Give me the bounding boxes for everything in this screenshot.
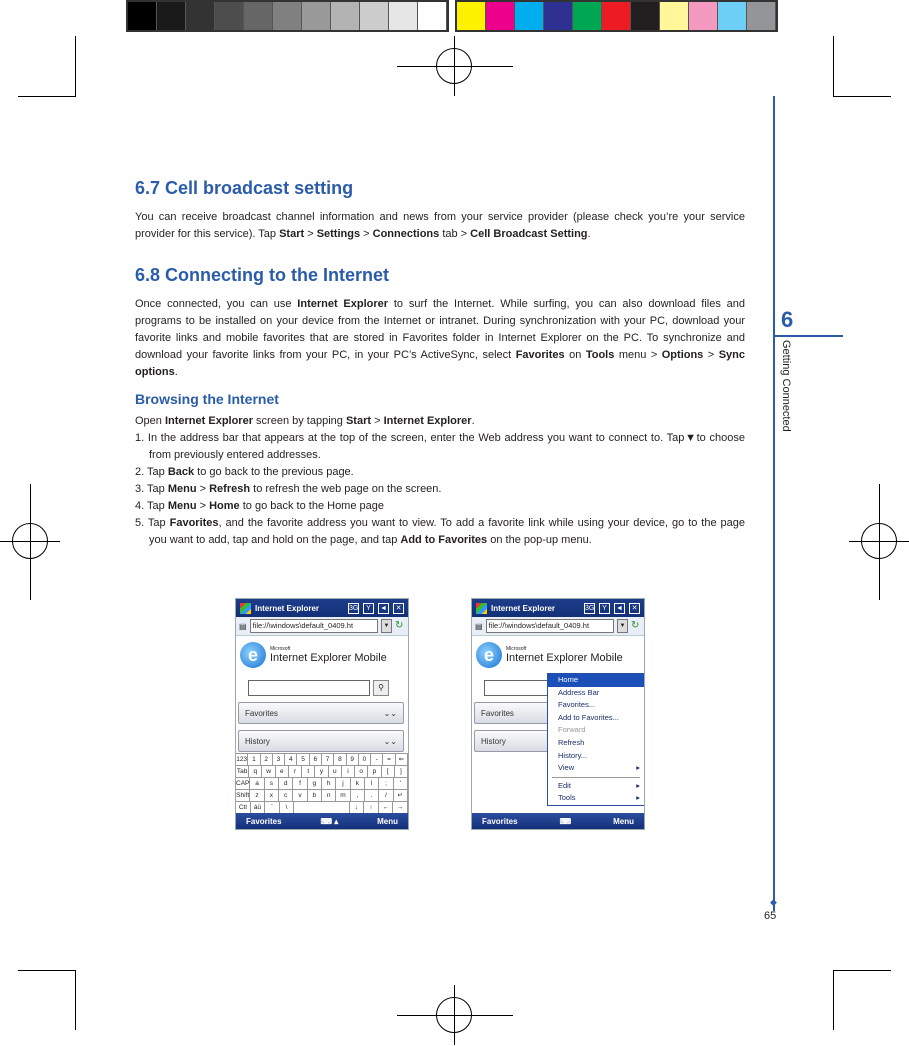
list-item: 5. Tap Favorites, and the favorite address you want to view. To add a favorite link while using your device, go to the page you want to add, tap and hold on the page, and tap Add to Favorites on the pop-up menu. xyxy=(135,517,746,546)
chevron-double-down-icon: ⌄⌄ xyxy=(383,708,397,718)
menu-item-edit[interactable]: Edit ▸ xyxy=(548,780,644,793)
color-swatch xyxy=(389,2,418,30)
crop-mark xyxy=(18,96,76,97)
keyboard-key[interactable]: CAP xyxy=(236,780,250,787)
browsing-subtitle: Browsing the Internet xyxy=(135,391,279,407)
color-swatch xyxy=(418,2,447,30)
keyboard-key[interactable]: r xyxy=(289,766,302,777)
keyboard-key[interactable]: c xyxy=(279,790,293,801)
list-item: 3. Tap Menu > Refresh to refresh the web page on the screen. xyxy=(135,483,442,495)
microsoft-label: Microsoft xyxy=(506,646,527,652)
browsing-intro: Open Internet Explorer screen by tapping Start > Internet Explorer. xyxy=(135,415,475,427)
keyboard-key[interactable]: 1 xyxy=(248,754,260,765)
keyboard-key[interactable]: = xyxy=(383,754,395,765)
section-title-6-8: 6.8 Connecting to the Internet xyxy=(135,265,390,285)
title-bar xyxy=(472,599,644,617)
keyboard-row xyxy=(236,753,408,765)
keyboard-key[interactable]: m xyxy=(336,790,350,801)
keyboard-key[interactable]: e xyxy=(276,766,289,777)
color-swatch xyxy=(718,2,747,30)
keyboard-key[interactable]: o xyxy=(355,766,368,777)
chevron-double-down-icon: ⌄⌄ xyxy=(383,736,397,746)
left-softkey[interactable]: Favorites xyxy=(246,816,282,826)
menu-item-history[interactable]: History... xyxy=(558,750,588,760)
keyboard-key[interactable]: Shift xyxy=(236,792,250,799)
color-swatch xyxy=(689,2,718,30)
keyboard-key[interactable]: k xyxy=(351,778,365,789)
menu-separator xyxy=(552,777,640,778)
address-input[interactable]: file://\windows\default_0409.ht xyxy=(486,619,614,633)
crop-mark xyxy=(75,970,76,1030)
chevron-down-icon[interactable]: ▼ xyxy=(381,619,392,633)
microsoft-label: Microsoft xyxy=(270,646,291,652)
keyboard-key[interactable]: v xyxy=(293,790,307,801)
list-item: 4. Tap Menu > Home to go back to the Home page xyxy=(135,500,384,512)
history-label: History xyxy=(481,736,506,746)
app-title: Internet Explorer xyxy=(491,603,556,613)
keyboard-key[interactable]: j xyxy=(336,778,350,789)
history-bar[interactable] xyxy=(238,730,404,752)
go-icon[interactable]: ↻ xyxy=(395,620,404,631)
keyboard-key[interactable]: 8 xyxy=(334,754,346,765)
address-input[interactable]: file://\windows\default_0409.ht xyxy=(250,619,378,633)
close-icon[interactable]: ✕ xyxy=(629,603,640,614)
section-6-7-paragraph: You can receive broadcast channel information and news from your service provider (please check you’re your service provider for this service). Tap Start > Settings > Connections tab > Cell Broadcast Setting. xyxy=(135,211,745,240)
page-content xyxy=(135,178,745,549)
keyboard-key[interactable]: 7 xyxy=(322,754,334,765)
keyboard-key[interactable]: q xyxy=(249,766,262,777)
keyboard-key[interactable]: ` xyxy=(265,802,280,813)
keyboard-key[interactable]: z xyxy=(250,790,264,801)
crop-mark xyxy=(833,970,834,1030)
search-row xyxy=(248,680,408,696)
list-item: 2. Tap Back to go back to the previous page. xyxy=(135,466,354,478)
crop-mark xyxy=(18,970,76,971)
keyboard-key[interactable]: x xyxy=(265,790,279,801)
menu-item-forward: Forward xyxy=(558,725,586,735)
keyboard-row xyxy=(236,789,408,801)
keyboard-key[interactable]: a xyxy=(250,778,264,789)
left-softkey[interactable]: Favorites xyxy=(482,816,518,826)
screenshot-keyboard xyxy=(235,598,409,830)
keyboard-key[interactable]: ⇐ xyxy=(396,754,408,765)
keyboard-key[interactable]: 3 xyxy=(273,754,285,765)
print-color-bar xyxy=(126,0,778,32)
color-swatch xyxy=(186,2,215,30)
keyboard-key[interactable] xyxy=(294,802,349,813)
app-title: Internet Explorer xyxy=(255,603,320,613)
color-swatch xyxy=(544,2,573,30)
keyboard-key[interactable]: 6 xyxy=(310,754,322,765)
crop-mark xyxy=(75,36,76,96)
grayscale-swatches xyxy=(126,0,449,32)
favorites-label: Favorites xyxy=(245,708,278,718)
page-icon: ▤ xyxy=(475,621,483,631)
address-bar xyxy=(472,617,644,636)
color-swatch xyxy=(273,2,302,30)
color-swatch xyxy=(128,2,157,30)
windows-flag-icon[interactable] xyxy=(476,603,487,614)
keyboard-key[interactable]: u xyxy=(329,766,342,777)
title-bar xyxy=(236,599,408,617)
keyboard-key[interactable]: f xyxy=(293,778,307,789)
keyboard-key[interactable]: p xyxy=(368,766,381,777)
keyboard-key[interactable]: → xyxy=(393,802,408,813)
keyboard-key[interactable]: y xyxy=(315,766,328,777)
keyboard-key[interactable]: g xyxy=(308,778,322,789)
keyboard-key[interactable]: i xyxy=(342,766,355,777)
menu-item-refresh[interactable]: Refresh xyxy=(558,737,585,747)
keyboard-key[interactable]: w xyxy=(262,766,275,777)
registration-circle xyxy=(861,523,897,559)
color-swatch xyxy=(331,2,360,30)
color-swatch xyxy=(244,2,273,30)
keyboard-icon[interactable]: ⌨ ▴ xyxy=(320,816,339,826)
menu-item-add-to-favorites[interactable]: Add to Favorites... xyxy=(558,712,619,722)
keyboard-key[interactable]: ; xyxy=(379,778,393,789)
volume-icon[interactable]: ◄ xyxy=(378,603,389,614)
menu-item-favorites[interactable]: Favorites... xyxy=(558,700,596,710)
menu-item-address-bar[interactable]: Address Bar xyxy=(558,687,600,697)
keyboard-key[interactable]: l xyxy=(365,778,379,789)
chapter-rule xyxy=(773,335,843,337)
3g-icon: 3G xyxy=(349,604,359,612)
signal-icon: Y xyxy=(599,603,610,614)
keyboard-key[interactable]: , xyxy=(351,790,365,801)
color-swatch xyxy=(631,2,660,30)
keyboard-row xyxy=(236,801,408,813)
favorites-label: Favorites xyxy=(481,708,514,718)
menu-item-home[interactable]: Home xyxy=(548,674,644,687)
keyboard-row xyxy=(236,765,408,777)
page-number: 65 xyxy=(764,910,777,922)
list-item: 1. In the address bar that appears at the top of the screen, enter the Web address you want to connect to. Tap▼to choose from previously entered addresses. xyxy=(135,432,745,461)
color-swatch xyxy=(457,2,486,30)
keyboard-key[interactable]: Ctl xyxy=(236,802,251,813)
popup-menu xyxy=(547,673,645,806)
color-swatch xyxy=(660,2,689,30)
keyboard-key[interactable]: ↓ xyxy=(350,802,365,813)
color-swatch xyxy=(157,2,186,30)
keyboard-key[interactable]: 0 xyxy=(359,754,371,765)
section-6-8-paragraph: Once connected, you can use Internet Explorer to surf the Internet. While surfing, you can also download files and programs to be installed on your device from the Internet or intranet. During synchronization with your PC, download your favorite links and mobile favorites that are stored in Favorites folder in Internet Explorer on the PC. To synchronize and download your favorite links from your PC, in your PC’s ActiveSync, select Favorites on Tools menu > Options > Sync options. xyxy=(135,298,746,378)
favorites-bar[interactable] xyxy=(238,702,404,724)
search-input[interactable] xyxy=(248,680,370,696)
keyboard-key[interactable]: h xyxy=(322,778,336,789)
keyboard-key[interactable]: ' xyxy=(394,778,408,789)
keyboard-key[interactable]: ← xyxy=(379,802,394,813)
keyboard-key[interactable]: t xyxy=(302,766,315,777)
color-swatch xyxy=(486,2,515,30)
keyboard-key[interactable]: Tab xyxy=(236,768,248,775)
keyboard-key[interactable]: áü xyxy=(251,802,266,813)
menu-item-view[interactable]: View ▸ xyxy=(548,762,644,775)
registration-circle xyxy=(436,997,472,1033)
color-swatch xyxy=(215,2,244,30)
keyboard-key[interactable]: ↑ xyxy=(364,802,379,813)
soft-key-bar xyxy=(236,813,408,829)
color-swatch xyxy=(515,2,544,30)
chapter-number: 6 xyxy=(781,307,794,332)
history-label: History xyxy=(245,736,270,746)
page-icon: ▤ xyxy=(239,621,247,631)
address-bar xyxy=(236,617,408,636)
logo-text: Internet Explorer Mobile xyxy=(506,652,623,664)
keyboard-key[interactable]: s xyxy=(265,778,279,789)
signal-icon: Y xyxy=(363,603,374,614)
keyboard-icon[interactable]: ⌨ xyxy=(559,816,572,826)
windows-flag-icon[interactable] xyxy=(240,603,251,614)
keyboard-key[interactable]: 4 xyxy=(285,754,297,765)
right-softkey[interactable]: Menu xyxy=(377,816,398,826)
keyboard-key[interactable]: ↵ xyxy=(394,790,408,801)
volume-icon[interactable]: ◄ xyxy=(614,603,625,614)
keyboard-key[interactable]: [ xyxy=(382,766,395,777)
keyboard-key[interactable]: b xyxy=(308,790,322,801)
color-swatches xyxy=(455,0,778,32)
logo-text: Internet Explorer Mobile xyxy=(270,652,387,664)
crop-mark xyxy=(833,96,891,97)
section-title-6-7: 6.7 Cell broadcast setting xyxy=(135,178,354,198)
keyboard-key[interactable]: \ xyxy=(280,802,295,813)
crop-mark xyxy=(833,970,891,971)
keyboard-key[interactable]: / xyxy=(379,790,393,801)
keyboard-key[interactable]: 9 xyxy=(347,754,359,765)
color-swatch xyxy=(747,2,776,30)
menu-item-tools[interactable]: Tools ▸ xyxy=(548,792,644,805)
ie-e-icon: e xyxy=(240,642,266,668)
browsing-steps xyxy=(135,430,745,549)
keyboard-key[interactable]: - xyxy=(371,754,383,765)
color-swatch xyxy=(573,2,602,30)
keyboard-key[interactable]: 2 xyxy=(261,754,273,765)
go-icon[interactable]: ↻ xyxy=(631,620,640,631)
soft-keyboard xyxy=(236,753,408,813)
keyboard-key[interactable]: d xyxy=(279,778,293,789)
keyboard-key[interactable]: 5 xyxy=(297,754,309,765)
color-swatch xyxy=(602,2,631,30)
close-icon[interactable]: ✕ xyxy=(393,603,404,614)
search-icon[interactable]: ⚲ xyxy=(373,680,389,696)
keyboard-key[interactable]: ] xyxy=(395,766,408,777)
color-swatch xyxy=(360,2,389,30)
diamond-icon: ◆ xyxy=(770,897,777,907)
ie-logo xyxy=(472,636,644,668)
keyboard-key[interactable]: . xyxy=(365,790,379,801)
ie-logo xyxy=(236,636,408,668)
keyboard-row xyxy=(236,777,408,789)
registration-circle xyxy=(12,523,48,559)
crop-mark xyxy=(833,36,834,96)
keyboard-key[interactable]: 123 xyxy=(236,756,248,763)
keyboard-key[interactable]: n xyxy=(322,790,336,801)
chapter-title: Getting Connected xyxy=(780,340,792,432)
right-softkey[interactable]: Menu xyxy=(613,816,634,826)
side-rule xyxy=(773,96,775,911)
soft-key-bar xyxy=(472,813,644,829)
screenshot-menu xyxy=(471,598,645,830)
chevron-down-icon[interactable]: ▼ xyxy=(617,619,628,633)
registration-circle xyxy=(436,48,472,84)
color-swatch xyxy=(302,2,331,30)
3g-icon: 3G xyxy=(585,604,595,612)
ie-e-icon: e xyxy=(476,642,502,668)
